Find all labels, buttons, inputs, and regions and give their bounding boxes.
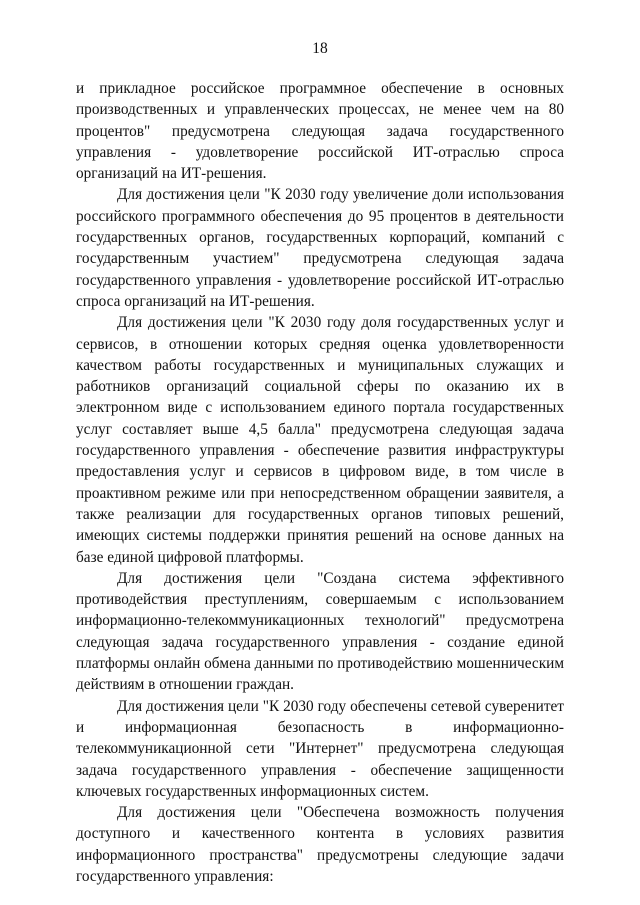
paragraph: Для достижения цели "Создана система эффективного противодействия преступлениям, совершаемым с использованием информационно-телекоммуникационных технологий" предусмотрена следующая задача государственного управления - создание единой платформы онлайн обмена данными по противодействию мошенническим действиям в отношении граждан. bbox=[76, 569, 565, 694]
document-body bbox=[76, 78, 564, 887]
paragraph: Для достижения цели "К 2030 году обеспечены сетевой суверенитет и информационная безопасность в информационно-телекоммуникационной сети "Интернет" предусмотрена следующая задача государственного управления - обеспечение защищенности ключевых государственных информационных систем. bbox=[76, 697, 564, 800]
paragraph: Для достижения цели "К 2030 году доля государственных услуг и сервисов, в отношении которых средняя оценка удовлетворенности качеством работы государственных и муниципальных служащих и работников организаций социальной сферы по оказанию их в электронном виде с использованием единого портала государственных услуг составляет выше 4,5 балла" предусмотрена следующая задача государственного управления - обеспечение развития инфраструктуры предоставления услуг и сервисов в цифровом виде, в том числе в проактивном режиме или при непосредственном обращении заявителя, а также реализации для государственных органов типовых решений, имеющих системы поддержки принятия решений на основе данных на базе единой цифровой платформы. bbox=[76, 314, 564, 566]
paragraph: Для достижения цели "К 2030 году увеличение доли использования российского программного обеспечения до 95 процентов в деятельности государственных органов, государственных корпораций, компаний с государственным участием" предусмотрена следующая задача государственного управления - удовлетворение российской ИТ-отраслью спроса организаций на ИТ-решения. bbox=[76, 186, 564, 310]
paragraph: Для достижения цели "Обеспечена возможность получения доступного и качественного контента в условиях развития информационного пространства" предусмотрены следующие задачи государственного управления: bbox=[76, 804, 564, 885]
paragraph-continuation: и прикладное российское программное обеспечение в основных производственных и управленческих процессах, не менее чем на 80 процентов" предусмотрена следующая задача государственного управления - удовлетворение российской ИТ-отраслью спроса организаций на ИТ-решения. bbox=[76, 80, 564, 183]
page-number: 18 bbox=[312, 40, 328, 57]
